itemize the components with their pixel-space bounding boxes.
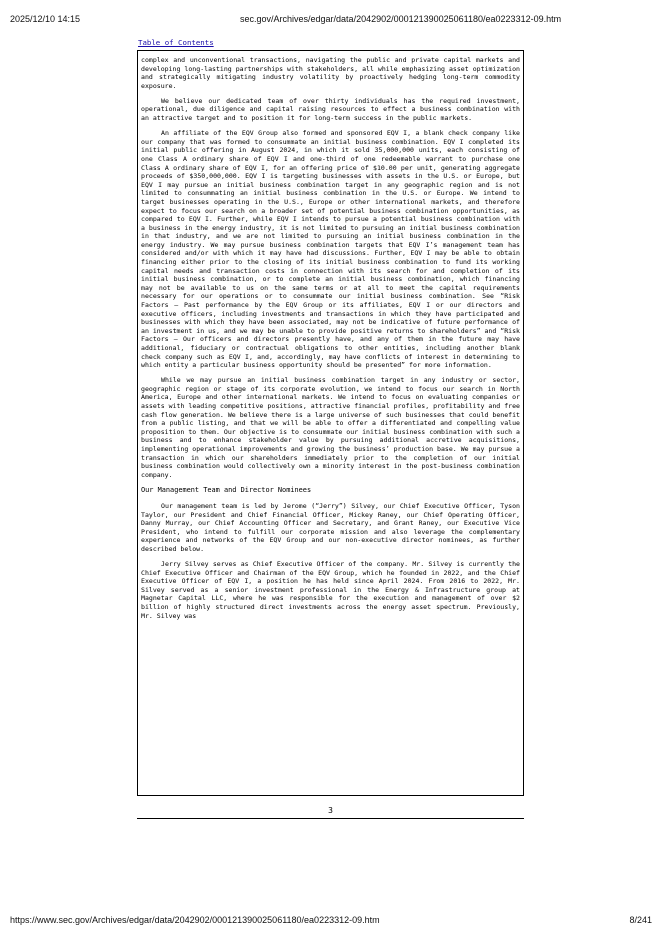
paragraph-team: We believe our dedicated team of over thirty individuals has the required investment, operational, due diligence and capital raising resources to effect a business combination with an attractive target and to position it for long-term success in the public markets.	[141, 96, 520, 123]
paragraph-eqv-i: An affiliate of the EQV Group also formed and sponsored EQV I, a blank check company like our company that was formed to consummate an initial business combination. EQV I completed its initial public offering in August 2024, in which it sold 35,000,000 units, each consisting of one Class A ordinary share of EQV I and one-third of one redeemable warrant to purchase one Class A ordinary share of EQV I, for an offering price of $10.00 per unit, generating aggregate proceeds of $350,000,000. EQV I is targeting businesses with assets in the U.S. or Europe, but EQV I may pursue an initial business combination target in any geographic region and is not limited to consummating an initial business combination in the U.S. or Europe. We intend to target businesses operating in the U.S., Europe or other international markets, and therefore expect to focus our search on a broader set of potential business combination opportunities, as compared to EQV I. Further, while EQV I intends to pursue a potential business combination with a business in the energy industry, it is not limited to pursuing an initial business combination in that industry, and we are not limited to pursuing an initial business combination in the energy industry. We may pursue business combination targets that EQV I’s management team has considered and/or with which it may have had discussions. Further, EQV I may be able to obtain financing either prior to the closing of its initial business combination to fund its working capital needs and transaction costs in connection with its search for and completion of its initial business combination, or to complete an initial business combination, which financing may not be available to us on the same terms or at all to meet the capital requirements necessary for our operations or to consummate our initial business combination. See “Risk Factors — Past performance by the EQV Group or its affiliates, EQV I or our directors and executive officers, including investments and transactions in which they have participated and businesses with which they have been associated, may not be indicative of future performance of an investment in us, and we may be unable to provide positive returns to shareholders” and “Risk Factors — Our officers and directors presently have, and any of them in the future may have additional, fiduciary or contractual obligations to other entities, including another blank check company such as EQV I, and, accordingly, may have conflicts of interest in determining to which entity a particular business opportunity should be presented” for more information.	[141, 129, 520, 370]
browser-print-footer	[10, 915, 652, 927]
table-of-contents-link[interactable]: Table of Contents	[138, 38, 214, 47]
paragraph-jerry-silvey: Jerry Silvey serves as Chief Executive Officer of the company. Mr. Silvey is currently the Chief Executive Officer and Chairman of the EQV Group, which he founded in 2022, and the Chief Executive Officer of EQV I, a position he has held since April 2024. From 2016 to 2022, Mr. Silvey served as a senior investment professional in the Energy & Infrastructure group at Magnetar Capital LLC, where he was responsible for the execution and management of over $2 billion of highly structured direct investments across the energy asset spectrum. Previously, Mr. Silvey was	[141, 559, 520, 620]
print-page-count: 8/241	[629, 915, 652, 925]
document-content	[137, 50, 524, 796]
section-heading-management: Our Management Team and Director Nominees	[141, 485, 312, 494]
page-number: 3	[328, 806, 333, 815]
print-url: https://www.sec.gov/Archives/edgar/data/2042902/000121390025061180/ea0223312-09.htm	[10, 915, 380, 925]
print-page-title: sec.gov/Archives/edgar/data/2042902/000121390025061180/ea0223312-09.htm	[240, 14, 562, 24]
browser-print-header	[10, 14, 652, 26]
page-divider	[137, 818, 524, 819]
paragraph-intro-continuation: complex and unconventional transactions, navigating the public and private capital markets and developing long-lasting partnerships with stakeholders, all while emphasizing asset optimization and strategically mitigating industry volatility by proactively hedging long-term commodity exposure.	[141, 56, 520, 90]
paragraph-target-focus: While we may pursue an initial business combination target in any industry or sector, geographic region or stage of its corporate evolution, we intend to focus our search in North America, Europe and other international markets. We intend to focus on evaluating companies or assets with leading competitive positions, attractive financial profiles, profitability and free cash flow generation. We believe there is a large universe of such businesses that could benefit from a public listing, and that we will be able to offer a differentiated and compelling value proposition to them. Our objective is to consummate our initial business combination with such a business and to enhance stakeholder value by pursuing additional accretive acquisitions, implementing operational improvements and growing the business’ production base. We may pursue a transaction in which our shareholders immediately prior to the completion of our initial business combination would collectively own a minority interest in the post-business combination company.	[141, 376, 520, 479]
paragraph-management-team: Our management team is led by Jerome (“Jerry”) Silvey, our Chief Executive Officer, Tyson Taylor, our President and Chief Financial Officer, Mickey Raney, our Chief Operating Officer, Danny Murray, our Chief Accounting Officer and Secretary, and Grant Raney, our Executive Vice President, who intend to fulfill our corporate mission and also leverage the complementary experience and networks of the EQV Group and our non-executive director nominees, as further described below.	[141, 501, 520, 553]
print-timestamp: 2025/12/10 14:15	[10, 14, 81, 24]
